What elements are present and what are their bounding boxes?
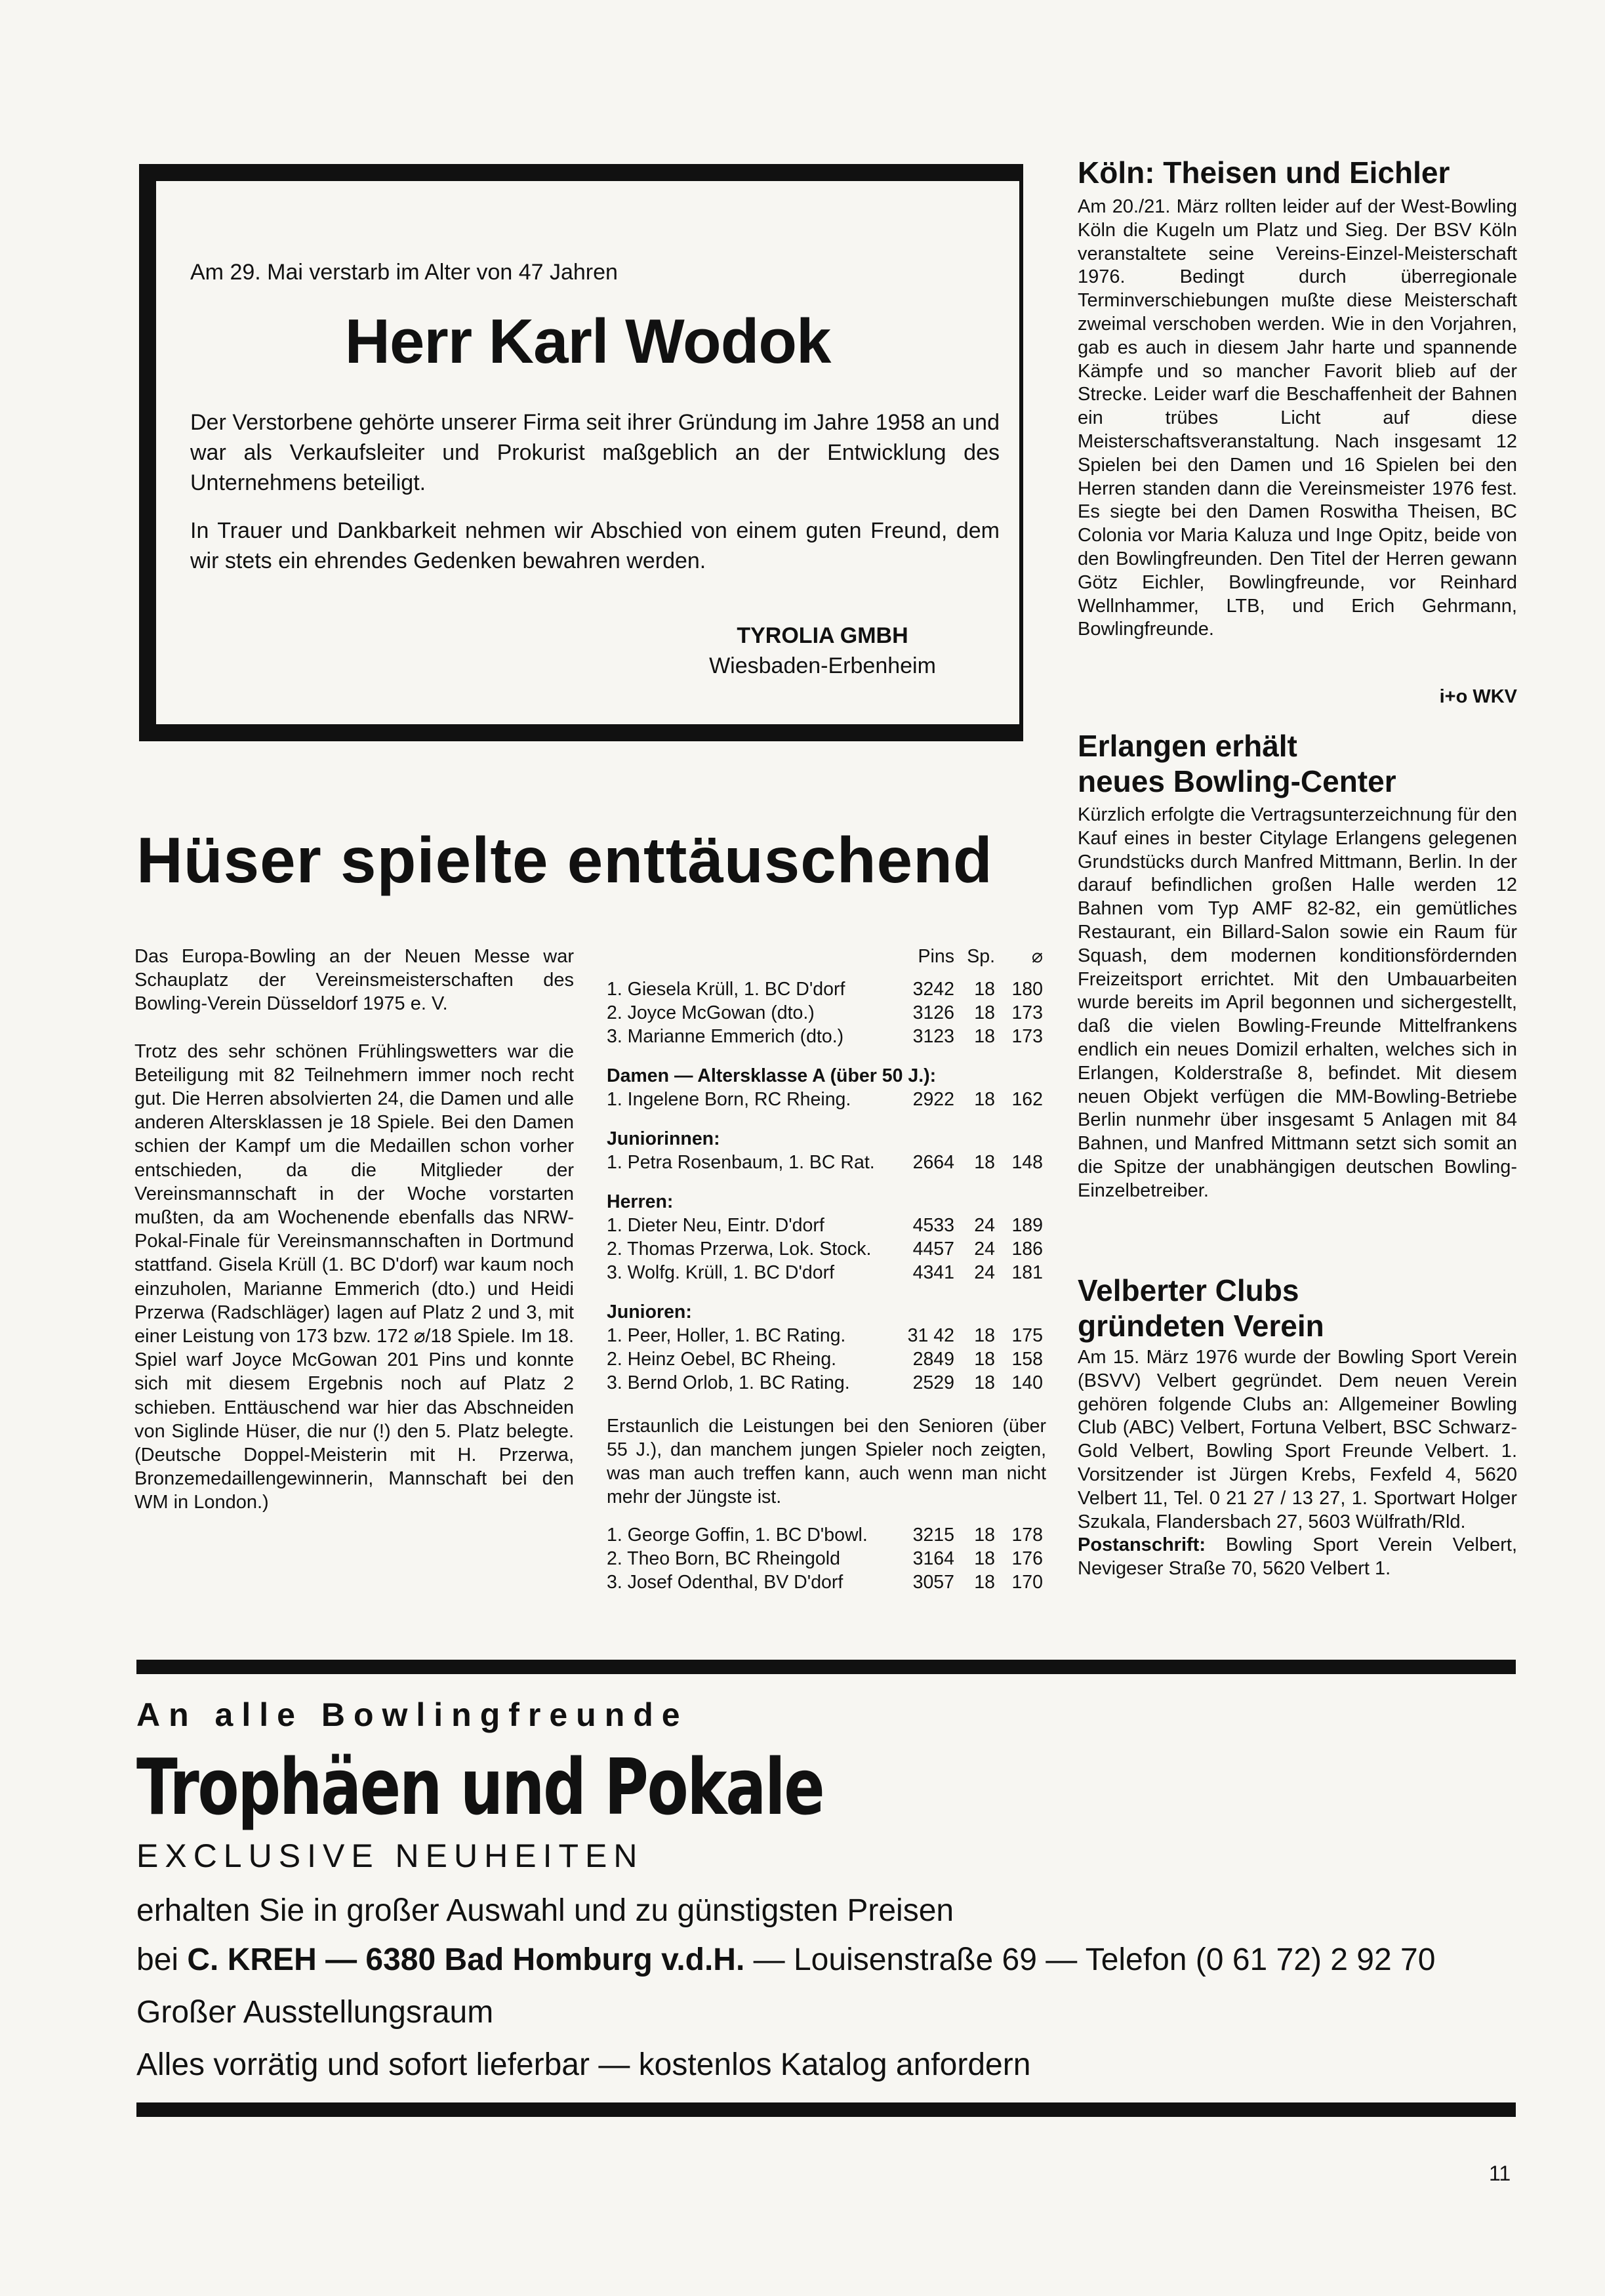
result-average: 170 bbox=[1011, 1572, 1043, 1593]
result-games: 24 bbox=[974, 1215, 995, 1236]
result-pins: 2529 bbox=[912, 1372, 954, 1393]
result-games: 24 bbox=[974, 1262, 995, 1283]
result-row bbox=[607, 1214, 1046, 1237]
result-games: 18 bbox=[974, 1026, 995, 1047]
result-name: 1. George Goffin, 1. BC D'bowl. bbox=[607, 1525, 868, 1546]
result-row bbox=[607, 1025, 1046, 1048]
result-row bbox=[607, 1547, 1046, 1570]
article-headline: Hüser spielte enttäuschend bbox=[136, 824, 993, 896]
result-average: 162 bbox=[1011, 1089, 1043, 1110]
result-pins: 4533 bbox=[912, 1215, 954, 1236]
result-row bbox=[607, 977, 1046, 1001]
result-games: 18 bbox=[974, 1372, 995, 1393]
result-pins: 31 42 bbox=[907, 1325, 954, 1346]
header-average: ⌀ bbox=[1031, 946, 1043, 967]
result-row bbox=[607, 1523, 1046, 1547]
velbert-title bbox=[1078, 1273, 1517, 1343]
obituary-paragraph-1: Der Verstorbene gehörte unserer Firma seit ihrer Gründung im Jahre 1958 an und war als Verkaufsleiter und Prokurist maßgeblich an der Entwicklung des Unternehmens beteiligt. bbox=[190, 410, 1000, 495]
senioren-results bbox=[607, 1523, 1046, 1594]
result-average: 148 bbox=[1011, 1152, 1043, 1173]
velbert-title-line-1: Velberter Clubs bbox=[1078, 1273, 1299, 1307]
damen-a-results bbox=[607, 1088, 1046, 1111]
article-body bbox=[134, 945, 574, 1538]
result-row bbox=[607, 1570, 1046, 1594]
ad-top-rule bbox=[136, 1660, 1516, 1674]
erlangen-title bbox=[1078, 728, 1517, 799]
result-games: 18 bbox=[974, 1548, 995, 1569]
result-average: 175 bbox=[1011, 1325, 1043, 1346]
result-pins: 3164 bbox=[912, 1548, 954, 1569]
erlangen-title-line-1: Erlangen erhält bbox=[1078, 729, 1297, 763]
result-pins: 2664 bbox=[912, 1152, 954, 1173]
result-name: 1. Dieter Neu, Eintr. D'dorf bbox=[607, 1215, 824, 1236]
ad-line-address bbox=[136, 1942, 1435, 1978]
ad-line-offer: erhalten Sie in großer Auswahl und zu günstigsten Preisen bbox=[136, 1893, 954, 1928]
result-name: 1. Petra Rosenbaum, 1. BC Rat. bbox=[607, 1152, 875, 1173]
result-pins: 4457 bbox=[912, 1239, 954, 1260]
ad-line-showroom: Großer Ausstellungsraum bbox=[136, 1995, 494, 2030]
result-pins: 3215 bbox=[912, 1525, 954, 1546]
result-name: 3. Josef Odenthal, BV D'dorf bbox=[607, 1572, 843, 1593]
obituary-company: TYROLIA GMBH bbox=[737, 623, 908, 648]
result-name: 1. Ingelene Born, RC Rheing. bbox=[607, 1089, 851, 1110]
velbert-text bbox=[1078, 1346, 1517, 1581]
velbert-title-line-2: gründeten Verein bbox=[1078, 1309, 1324, 1343]
erlangen-title-line-2: neues Bowling-Center bbox=[1078, 764, 1396, 798]
result-row bbox=[607, 1001, 1046, 1025]
obituary-intro: Am 29. Mai verstarb im Alter von 47 Jahren bbox=[190, 260, 618, 285]
obituary-location: Wiesbaden-Erbenheim bbox=[709, 653, 936, 678]
result-pins: 3057 bbox=[912, 1572, 954, 1593]
result-row bbox=[607, 1237, 1046, 1261]
result-name: 2. Theo Born, BC Rheingold bbox=[607, 1548, 840, 1569]
juniorinnen-title: Juniorinnen: bbox=[607, 1128, 720, 1149]
junioren-title: Junioren: bbox=[607, 1302, 692, 1322]
result-pins: 3242 bbox=[912, 979, 954, 1000]
results-table bbox=[607, 945, 1046, 1594]
result-row bbox=[607, 1324, 1046, 1347]
result-average: 140 bbox=[1011, 1372, 1043, 1393]
result-name: 1. Giesela Krüll, 1. BC D'dorf bbox=[607, 979, 845, 1000]
result-average: 178 bbox=[1011, 1525, 1043, 1546]
ad-address-rest: — Louisenstraße 69 — Telefon (0 61 72) 2 92 70 bbox=[744, 1942, 1436, 1977]
result-pins: 3123 bbox=[912, 1026, 954, 1047]
result-average: 189 bbox=[1011, 1215, 1043, 1236]
senioren-note: Erstaunlich die Leistungen bei den Senioren (über 55 J.), dan manchem jungen Spieler noch zeigten, was man auch treffen kann, auch wenn man nicht mehr der Jüngste ist. bbox=[607, 1416, 1046, 1507]
result-row bbox=[607, 1151, 1046, 1174]
ad-subheadline: EXCLUSIVE NEUHEITEN bbox=[136, 1837, 644, 1874]
result-name: 3. Wolfg. Krüll, 1. BC D'dorf bbox=[607, 1262, 835, 1283]
result-average: 173 bbox=[1011, 1026, 1043, 1047]
velbert-body: Am 15. März 1976 wurde der Bowling Sport Verein (BSVV) Velbert gegründet. Dem neuen Verein gehören folgende Clubs an: Allgemeiner Bowling Club (ABC) Velbert, Fortuna Velbert, BSC Schwarz-Gold Velbert, Bowling Sport Freunde Velbert. 1. Vorsitzender ist Jürgen Krebs, Fexfeld 4, 5620 Velbert 11, Tel. 0 21 27 / 13 27, 1. Sportwart Holger Szukala, Flandersbach 27, 5603 Wülfrath/Rld. bbox=[1078, 1347, 1517, 1532]
result-name: 3. Bernd Orlob, 1. BC Rating. bbox=[607, 1372, 850, 1393]
result-games: 18 bbox=[974, 1325, 995, 1346]
result-games: 18 bbox=[974, 979, 995, 1000]
result-pins: 3126 bbox=[912, 1002, 954, 1023]
result-average: 186 bbox=[1011, 1239, 1043, 1260]
result-row bbox=[607, 1088, 1046, 1111]
obituary-paragraph-2: In Trauer und Dankbarkeit nehmen wir Abschied von einem guten Freund, dem wir stets ein ehrendes Gedenken bewahren werden. bbox=[190, 518, 1000, 573]
result-games: 18 bbox=[974, 1152, 995, 1173]
result-average: 181 bbox=[1011, 1262, 1043, 1283]
result-games: 18 bbox=[974, 1572, 995, 1593]
koeln-signature: i+o WKV bbox=[1439, 686, 1517, 707]
ad-line-catalog: Alles vorrätig und sofort lieferbar — kostenlos Katalog anfordern bbox=[136, 2047, 1031, 2082]
result-games: 24 bbox=[974, 1239, 995, 1260]
ad-bottom-rule bbox=[136, 2102, 1516, 2117]
obituary-name: Herr Karl Wodok bbox=[344, 306, 831, 377]
herren-title: Herren: bbox=[607, 1191, 674, 1212]
herren-results bbox=[607, 1214, 1046, 1284]
result-average: 173 bbox=[1011, 1002, 1043, 1023]
ad-greeting: An alle Bowlingfreunde bbox=[136, 1696, 689, 1733]
result-games: 18 bbox=[974, 1002, 995, 1023]
obituary-box bbox=[139, 164, 1023, 741]
juniorinnen-results bbox=[607, 1151, 1046, 1174]
result-average: 176 bbox=[1011, 1548, 1043, 1569]
koeln-text: Am 20./21. März rollten leider auf der West-Bowling Köln die Kugeln um Platz und Sieg. Der BSV Köln veranstaltete seine Vereins-Einzel-Meisterschaft 1976. Bedingt durch überregionale Terminverschiebungen mußte diese Meisterschaft zweimal verschoben werden. Wie in den Vorjahren, gab es auch in diesem Jahr harte und spannende Kämpfe und so mancher Favorit blieb auf der Strecke. Leider warf die Beschaffenheit der Bahnen ein trübes Licht auf diese Meisterschaftsveranstaltung. Nach insgesamt 12 Spielen bei den Damen und 16 Spielen bei den Herren standen dann die Vereinsmeister 1976 fest. Es siegte bei den Damen Roswitha Theisen, BC Colonia vor Maria Kaluza und Inge Opitz, beide von den Bowlingfreunden. Den Titel der Herren gewann Götz Eichler, Bowlingfreunde, vor Reinhard Wellnhammer, LTB, und Erich Gehrmann, Bowlingfreunde. bbox=[1078, 196, 1517, 640]
result-games: 18 bbox=[974, 1349, 995, 1370]
erlangen-text: Kürzlich erfolgte die Vertragsunterzeichnung für den Kauf eines in bester Citylage Erlangens gelegenen Grundstücks durch Manfred Mittmann, Berlin. In der darauf befindlichen großen Halle werden 12 Bahnen vom Typ AMF 82-82, ein gemütliches Restaurant, ein Billard-Salon sowie ein Raum für Squash, dem modernen konditionsfördernden Freizeitsport errichtet. Mit den Umbauarbeiten wurde bereits im April begonnen und sichergestellt, daß die vielen Bowling-Freunde Mittelfrankens endlich ein neues Domizil erhalten, welches sich in Erlangen, Kolderstraße 8, befindet. Mit diesem neuen Objekt verfügen die MM-Bowling-Betriebe Berlin nunmehr über insgesamt 5 Anlagen mit 84 Bahnen, und Manfred Mittmann setzt sich somit an die Spitze der unabhängigen deutschen Bowling-Einzelbetreiber. bbox=[1078, 804, 1517, 1201]
result-average: 158 bbox=[1011, 1349, 1043, 1370]
koeln-title: Köln: Theisen und Eichler bbox=[1078, 155, 1450, 190]
damen-results bbox=[607, 977, 1046, 1048]
velbert-postal-label: Postanschrift: bbox=[1078, 1534, 1206, 1556]
obituary-signature bbox=[685, 621, 960, 681]
result-games: 18 bbox=[974, 1525, 995, 1546]
header-pins: Pins bbox=[918, 946, 954, 967]
junioren-results bbox=[607, 1324, 1046, 1395]
velbert-postal-text: Bowling Sport Verein Velbert, Nevigeser Straße 70, 5620 Velbert 1. bbox=[1078, 1534, 1517, 1580]
result-average: 180 bbox=[1011, 979, 1043, 1000]
result-pins: 2922 bbox=[912, 1089, 954, 1110]
result-row bbox=[607, 1347, 1046, 1371]
result-name: 2. Joyce McGowan (dto.) bbox=[607, 1002, 815, 1023]
result-name: 2. Thomas Przerwa, Lok. Stock. bbox=[607, 1239, 872, 1260]
ad-headline: Trophäen und Pokale bbox=[136, 1742, 824, 1832]
article-paragraph-2: Trotz des sehr schönen Frühlingswetters war die Beteiligung mit 82 Teilnehmern immer noch recht gut. Die Herren absolvierten 24, die Damen und alle anderen Altersklassen je 18 Spiele. Bei den Damen schien der Kampf um die Medaillen schon vorher entschieden, da die Mitglieder der Vereinsmannschaft in der Woche vorstarten mußten, da am Wochenende ebenfalls das NRW-Pokal-Finale für Vereinsmannschaften in Dortmund stattfand. Gisela Krüll (1. BC D'dorf) war kaum noch einzuholen, Marianne Emmerich (dto.) und Heidi Przerwa (Radschläger) lagen auf Platz 2 und 3, mit einer Leistung von 173 bzw. 172 ⌀/18 Spiele. Im 18. Spiel warf Joyce McGowan 201 Pins und konnte sich mit diesem Ergebnis noch auf Platz 2 schieben. Enttäuschend war hier das Abschneiden von Siglinde Hüser, die nur (!) den 5. Platz belegte. (Deutsche Doppel-Meisterin mit H. Przerwa, Bronzemedaillengewinnerin, Mannschaft bei den WM in London.) bbox=[134, 1040, 574, 1513]
ad-address-prefix: bei bbox=[136, 1942, 188, 1977]
page-number: 11 bbox=[1489, 2162, 1511, 2185]
result-row bbox=[607, 1261, 1046, 1284]
result-name: 3. Marianne Emmerich (dto.) bbox=[607, 1026, 844, 1047]
header-games: Sp. bbox=[967, 946, 995, 967]
results-header bbox=[607, 945, 1046, 968]
result-row bbox=[607, 1371, 1046, 1395]
result-pins: 2849 bbox=[912, 1349, 954, 1370]
article-paragraph-1: Das Europa-Bowling an der Neuen Messe war Schauplatz der Vereinsmeisterschaften des Bowling-Verein Düsseldorf 1975 e. V. bbox=[134, 946, 574, 1015]
damen-a-title: Damen — Altersklasse A (über 50 J.): bbox=[607, 1065, 937, 1086]
result-pins: 4341 bbox=[912, 1262, 954, 1283]
result-games: 18 bbox=[974, 1089, 995, 1110]
result-name: 1. Peer, Holler, 1. BC Rating. bbox=[607, 1325, 846, 1346]
result-name: 2. Heinz Oebel, BC Rheing. bbox=[607, 1349, 837, 1370]
ad-address-bold: C. KREH — 6380 Bad Homburg v.d.H. bbox=[187, 1942, 745, 1977]
